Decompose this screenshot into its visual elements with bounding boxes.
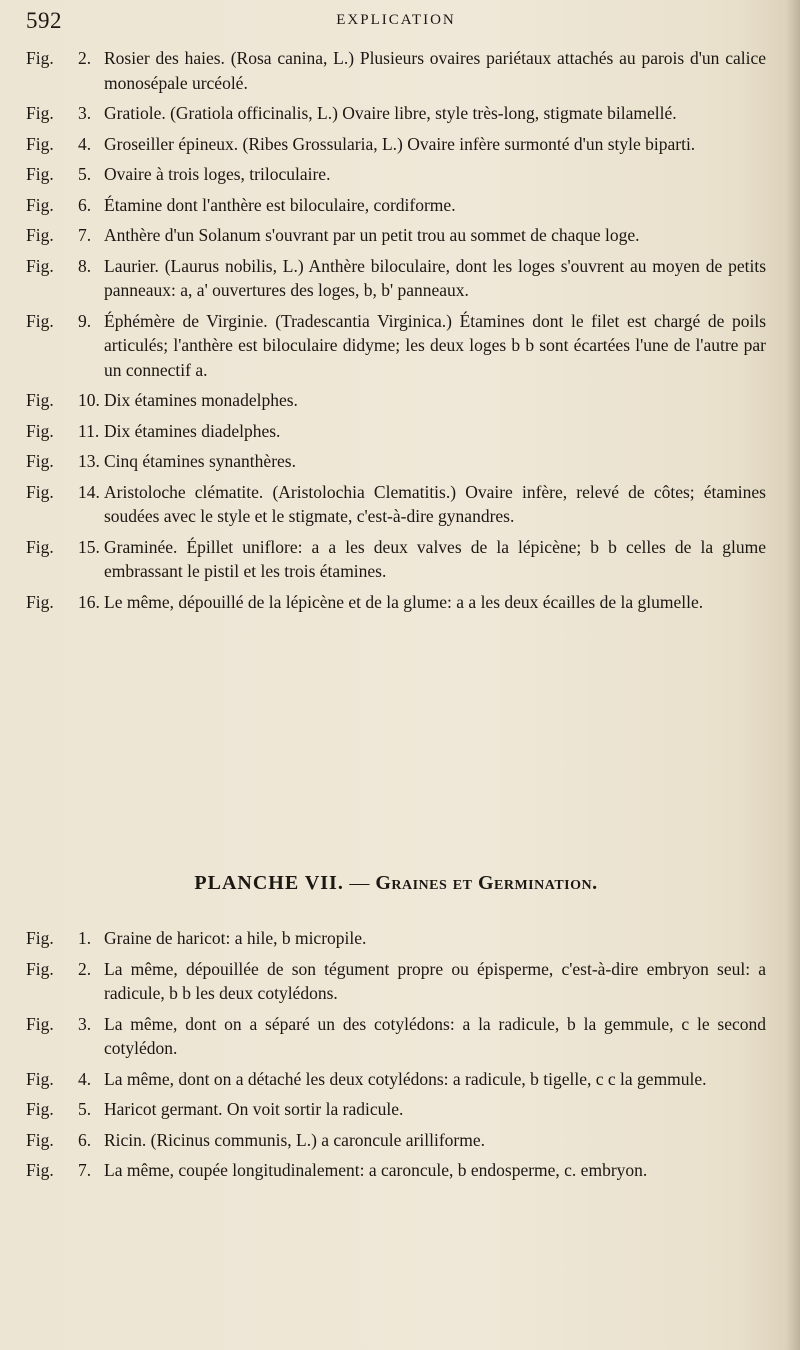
figure-number: 1.: [78, 928, 92, 948]
figure-label: Fig.: [26, 1099, 54, 1119]
figure-entry: [26, 1097, 766, 1122]
figure-description: Ovaire à trois loges, triloculaire.: [104, 164, 331, 184]
figure-label: Fig.: [26, 451, 54, 471]
figure-description: La même, dépouillée de son tégument propre ou épisperme, c'est-à-dire embryon seul: a radicule, b b les deux cotylédons.: [104, 958, 766, 1003]
figure-entry: [26, 1067, 766, 1092]
page-edge-shadow: [786, 0, 800, 1350]
page-header: [26, 8, 766, 38]
figure-description: Haricot germant. On voit sortir la radicule.: [104, 1099, 404, 1119]
figure-label: Fig.: [26, 164, 54, 184]
figure-label: Fig.: [26, 133, 54, 154]
figure-description: La même, coupée longitudinalement: a caroncule, b endosperme, c. embryon.: [104, 1160, 648, 1180]
figure-number: 7.: [78, 225, 92, 245]
figure-entry: [26, 1012, 766, 1061]
figure-entry: [26, 162, 766, 187]
section-title: [26, 872, 766, 895]
figure-label: Fig.: [26, 420, 54, 441]
figure-description: La même, dont on a séparé un des cotylédons: a la radicule, b la gemmule, c le second cotylédon.: [104, 1013, 766, 1058]
figure-label: Fig.: [26, 591, 54, 612]
figure-description: La même, dont on a détaché les deux cotylédons: a radicule, b tigelle, c c la gemmule.: [104, 1068, 707, 1089]
figure-number: 2.: [78, 48, 92, 68]
figure-entry: [26, 101, 766, 126]
figure-number: 9.: [78, 310, 92, 331]
figure-label: Fig.: [26, 390, 54, 410]
figure-description: Dix étamines diadelphes.: [104, 420, 281, 441]
figure-number: 2.: [78, 958, 92, 979]
figure-description: Groseiller épineux. (Ribes Grossularia, L.) Ovaire infère surmonté d'un style biparti.: [104, 133, 696, 154]
figure-description: Gratiole. (Gratiola officinalis, L.) Ovaire libre, style très-long, stigmate bilamellé.: [104, 103, 677, 123]
figure-entry: [26, 46, 766, 95]
figure-label: Fig.: [26, 194, 54, 215]
figure-label: Fig.: [26, 310, 54, 331]
section-dash: —: [349, 872, 370, 894]
page-number: 592: [26, 8, 62, 33]
figure-entry: [26, 1128, 766, 1153]
figure-label: Fig.: [26, 225, 54, 245]
figure-number: 11.: [78, 420, 100, 441]
figure-description: Rosier des haies. (Rosa canina, L.) Plusieurs ovaires pariétaux attachés au parois d'un calice monosépale urcéolé.: [104, 48, 766, 93]
figure-entry: [26, 535, 766, 584]
figure-number: 14.: [78, 481, 100, 502]
figure-entry: [26, 1158, 766, 1183]
figure-entry: [26, 254, 766, 303]
figure-label: Fig.: [26, 1068, 54, 1089]
figure-entry: [26, 419, 766, 444]
figure-number: 5.: [78, 1099, 92, 1119]
figure-entry: [26, 223, 766, 248]
figure-number: 10.: [78, 390, 100, 410]
figure-number: 5.: [78, 164, 92, 184]
figure-description: Anthère d'un Solanum s'ouvrant par un petit trou au sommet de chaque loge.: [104, 225, 640, 245]
figure-number: 8.: [78, 255, 92, 276]
figure-description: Laurier. (Laurus nobilis, L.) Anthère biloculaire, dont les loges s'ouvrent au moyen de petits panneaux: a, a' ouvertures des loges, b, b' panneaux.: [104, 255, 766, 300]
figure-entry: [26, 480, 766, 529]
figure-description: Cinq étamines synanthères.: [104, 451, 296, 471]
running-head: EXPLICATION: [336, 12, 456, 28]
figure-label: Fig.: [26, 1013, 54, 1034]
figure-label: Fig.: [26, 536, 54, 557]
figure-entry: [26, 132, 766, 157]
figure-number: 16.: [78, 591, 100, 612]
figure-number: 6.: [78, 1129, 92, 1150]
figure-entry: [26, 449, 766, 474]
figure-entry: [26, 193, 766, 218]
figure-description: Le même, dépouillé de la lépicène et de la glume: a a les deux écailles de la glumelle.: [104, 591, 704, 612]
figure-label: Fig.: [26, 1160, 54, 1180]
figure-number: 4.: [78, 1068, 92, 1089]
figure-label: Fig.: [26, 958, 54, 979]
figure-number: 4.: [78, 133, 92, 154]
figure-entry: [26, 590, 766, 615]
figure-description: Ricin. (Ricinus communis, L.) a caroncule arilliforme.: [104, 1129, 486, 1150]
figure-label: Fig.: [26, 103, 54, 123]
figure-number: 15.: [78, 536, 100, 557]
section-subtitle: Graines et Germination.: [375, 872, 598, 894]
figure-description: Dix étamines monadelphes.: [104, 390, 298, 410]
figure-entry: [26, 309, 766, 383]
plate-title: PLANCHE VII.: [194, 872, 344, 894]
figure-description: Étamine dont l'anthère est biloculaire, cordiforme.: [104, 194, 456, 215]
figure-number: 13.: [78, 451, 100, 471]
figure-label: Fig.: [26, 481, 54, 502]
figure-number: 3.: [78, 103, 92, 123]
figure-number: 7.: [78, 1160, 92, 1180]
figure-label: Fig.: [26, 1129, 54, 1150]
figure-entry: [26, 926, 766, 951]
figure-entry: [26, 957, 766, 1006]
figure-label: Fig.: [26, 928, 54, 948]
figure-legend-list-plate-vii: [26, 926, 766, 1189]
figure-description: Éphémère de Virginie. (Tradescantia Virginica.) Étamines dont le filet est chargé de poils articulés; l'anthère est biloculaire didyme; les deux loges b b sont écartées l'une de l'autre par un connectif a.: [104, 310, 766, 380]
figure-number: 3.: [78, 1013, 92, 1034]
figure-description: Graine de haricot: a hile, b micropile.: [104, 928, 367, 948]
figure-description: Aristoloche clématite. (Aristolochia Clematitis.) Ovaire infère, relevé de côtes; étamines soudées avec le style et le stigmate, c'est-à-dire gynandres.: [104, 481, 766, 526]
figure-legend-list: [26, 46, 766, 620]
figure-description: Graminée. Épillet uniflore: a a les deux valves de la lépicène; b b celles de la glume embrassant le pistil et les trois étamines.: [104, 536, 766, 581]
figure-number: 6.: [78, 194, 92, 215]
figure-label: Fig.: [26, 255, 54, 276]
figure-label: Fig.: [26, 48, 54, 68]
figure-entry: [26, 388, 766, 413]
